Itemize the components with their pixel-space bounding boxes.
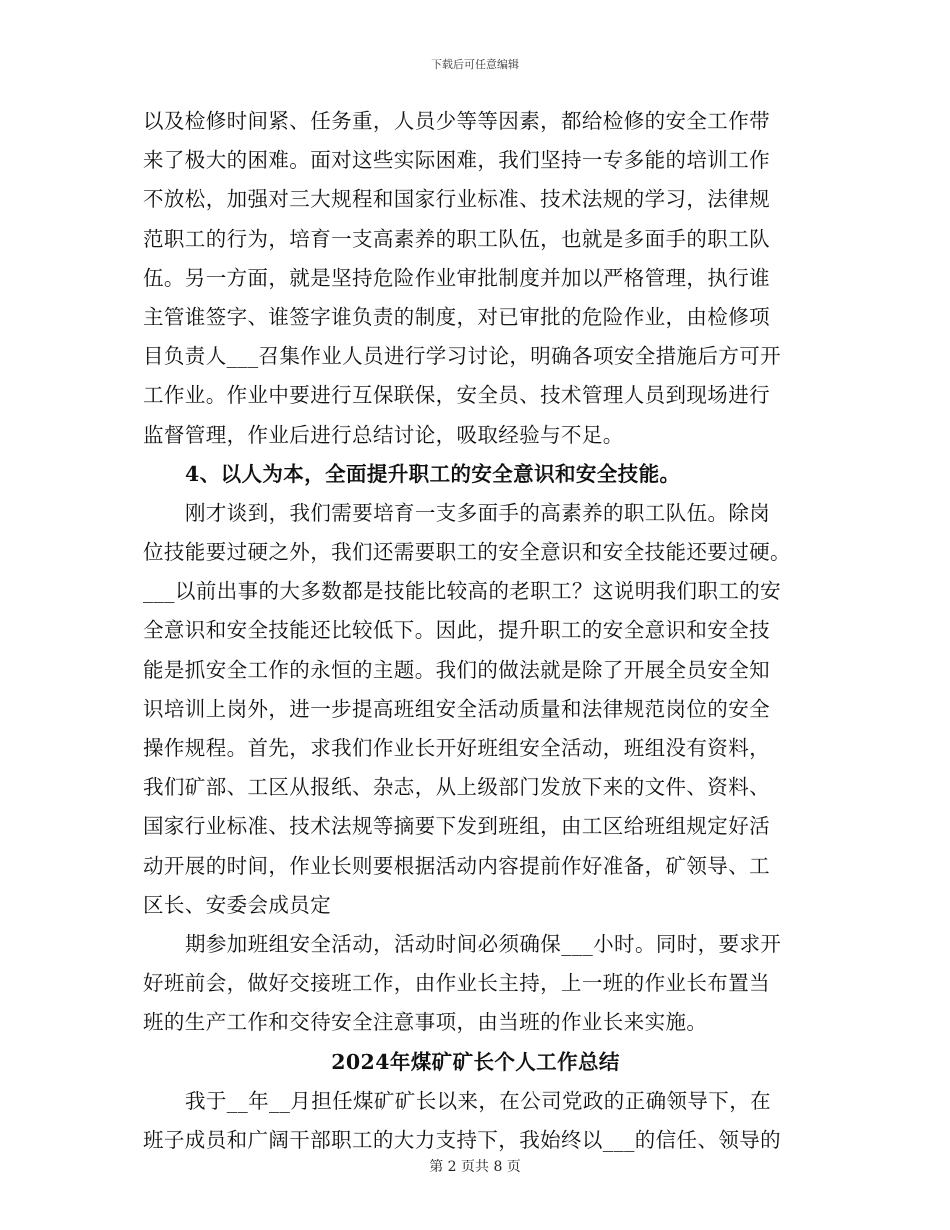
paragraph-start-line: 期参加班组安全活动，活动时间必须确保___小时。同时，要求开: [185, 931, 782, 956]
document-body: [143, 102, 808, 1160]
text-line: 全意识和安全技能还比较低下。因此，提升职工的安全意识和安全技: [143, 618, 770, 643]
text-line: 识培训上岗外，进一步提高班组安全活动质量和法律规范岗位的安全: [143, 696, 770, 721]
paragraph-start-line: 我于__年__月担任煤矿矿长以来，在公司党政的正确领导下，在: [185, 1088, 771, 1113]
text-line: 主管谁签字、谁签字谁负责的制度，对已审批的危险作业，由检修项: [143, 304, 770, 329]
text-line: 班的生产工作和交待安全注意事项，由当班的作业长来实施。: [143, 1010, 708, 1035]
page-header: 下载后可任意编辑: [431, 58, 519, 71]
text-line: 目负责人___召集作业人员进行学习讨论，明确各项安全措施后方可开: [143, 344, 782, 369]
text-line: 来了极大的困难。面对这些实际困难，我们坚持一专多能的培训工作: [143, 148, 770, 173]
paragraph-start-line: 刚才谈到，我们需要培育一支多面手的高素养的职工队伍。除岗: [185, 500, 771, 525]
text-line: 不放松，加强对三大规程和国家行业标准、技术法规的学习，法律规: [143, 187, 770, 212]
text-line: 范职工的行为，培育一支高素养的职工队伍，也就是多面手的职工队: [143, 226, 770, 251]
text-line: 好班前会，做好交接班工作，由作业长主持，上一班的作业长布置当: [143, 971, 770, 996]
text-line: 位技能要过硬之外，我们还需要职工的安全意识和安全技能还要过硬。: [143, 540, 791, 565]
document-title: 2024年煤矿矿长个人工作总结: [331, 1049, 620, 1074]
text-line: 以及检修时间紧、任务重，人员少等等因素，都给检修的安全工作带: [143, 109, 770, 133]
text-line: 区长、安委会成员定: [143, 892, 332, 917]
text-line: 能是抓安全工作的永恒的主题。我们的做法就是除了开展全员安全知: [143, 657, 770, 682]
section-heading: 4、以人为本，全面提升职工的安全意识和安全技能。: [185, 461, 681, 486]
text-line: 动开展的时间，作业长则要根据活动内容提前作好准备，矿领导、工: [143, 853, 770, 878]
text-line: 我们矿部、工区从报纸、杂志，从上级部门发放下来的文件、资料、: [143, 775, 770, 800]
text-line: 工作业。作业中要进行互保联保，安全员、技术管理人员到现场进行: [143, 383, 770, 408]
page-footer: 第 2 页共 8 页: [429, 1159, 521, 1175]
text-line: 国家行业标准、技术法规等摘要下发到班组，由工区给班组规定好活: [143, 814, 770, 839]
text-line: 监督管理，作业后进行总结讨论，吸取经验与不足。: [143, 422, 624, 447]
text-line: 伍。另一方面，就是坚持危险作业审批制度并加以严格管理，执行谁: [143, 265, 770, 290]
text-line: ___以前出事的大多数都是技能比较高的老职工？这说明我们职工的安: [143, 579, 782, 604]
text-line: 操作规程。首先，求我们作业长开好班组安全活动，班组没有资料，: [143, 736, 770, 760]
text-line: 班子成员和广阔干部职工的大力支持下，我始终以___的信任、领导的: [143, 1127, 782, 1152]
